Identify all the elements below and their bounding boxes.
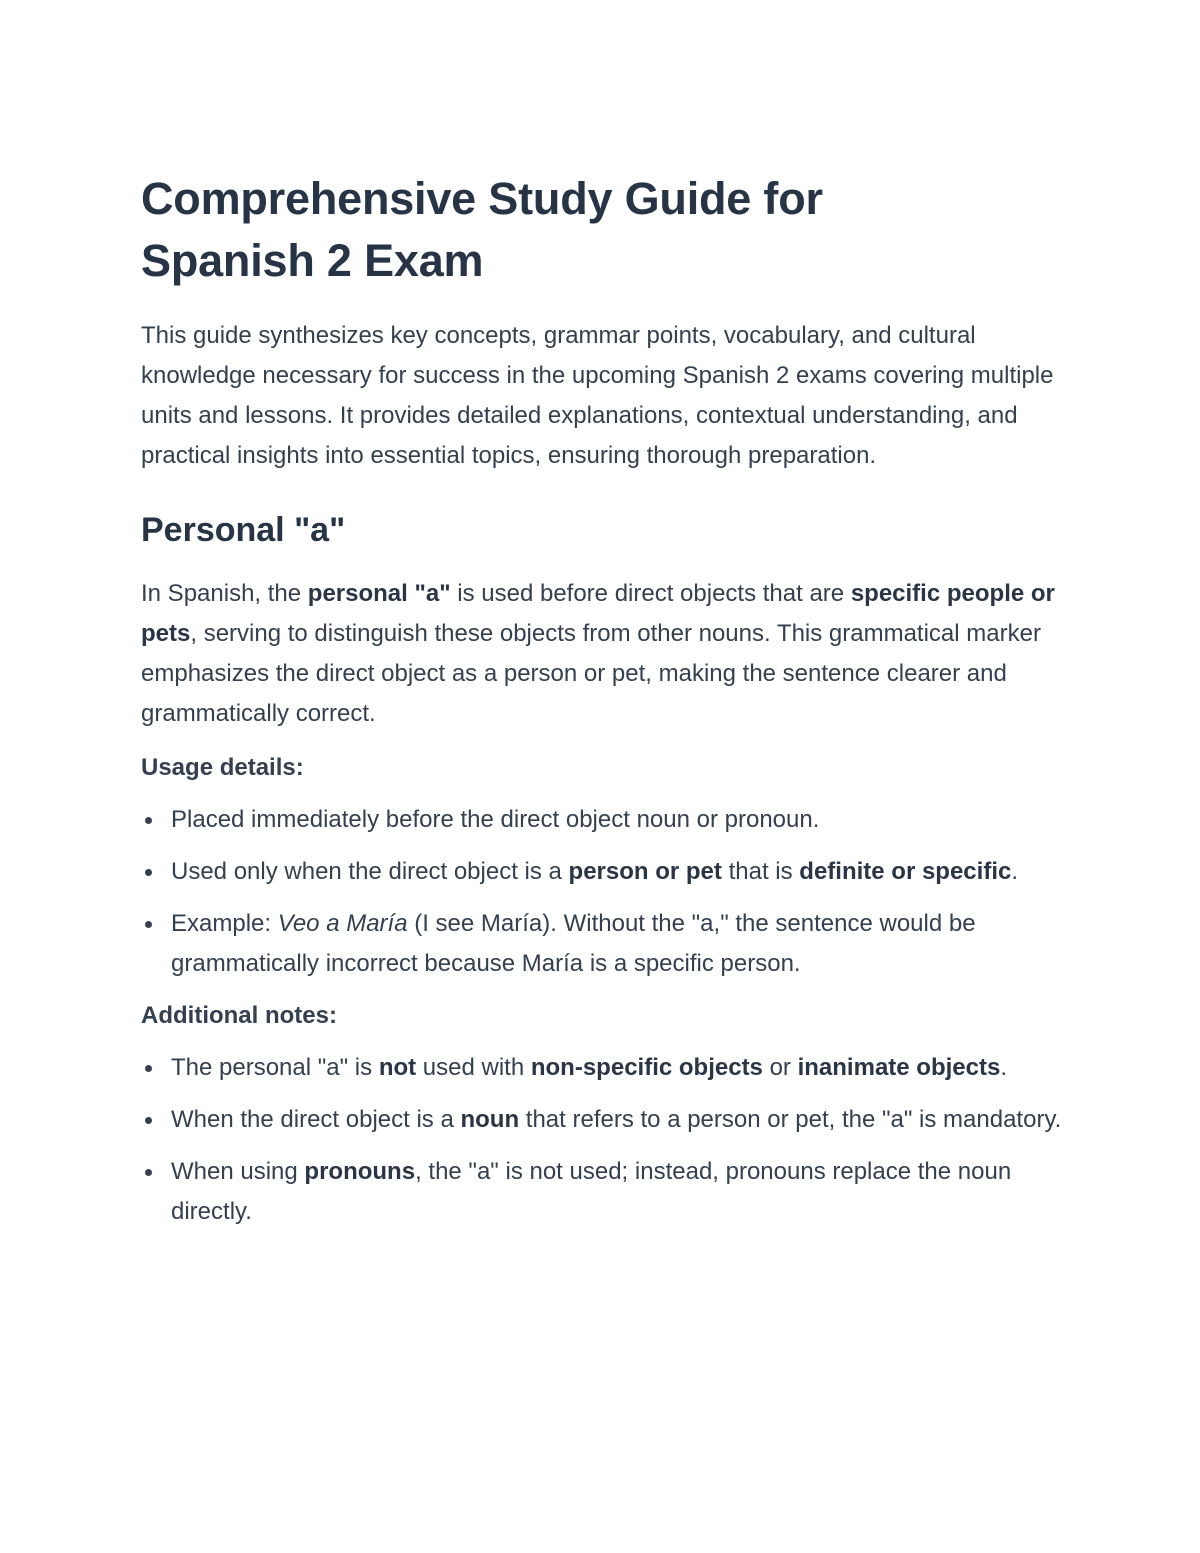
item-text: Example: xyxy=(171,910,278,937)
list-item xyxy=(141,1100,1071,1140)
additional-notes-list xyxy=(141,1048,1071,1232)
item-text: Placed immediately before the direct object noun or pronoun. xyxy=(171,806,820,833)
item-text: used with xyxy=(416,1054,531,1081)
bullet-icon xyxy=(145,1117,152,1124)
item-italic: Veo a María xyxy=(277,910,408,937)
page-title xyxy=(141,168,1071,292)
bullet-icon xyxy=(145,1065,152,1072)
item-text: that is xyxy=(721,858,800,885)
bullet-icon xyxy=(145,817,152,824)
item-text: , the "a" is not used; instead, pronouns replace the noun directly. xyxy=(171,1158,1012,1225)
item-text: When using xyxy=(171,1158,305,1185)
item-bold: pronouns xyxy=(304,1158,416,1185)
section-heading: Personal "a" xyxy=(141,511,346,549)
para-text-1: In Spanish, the xyxy=(141,580,308,607)
item-bold: person or pet xyxy=(568,858,722,885)
para-text-3: , serving to distinguish these objects from other nouns. This grammatical marker emphasizes the direct object as a person or pet, making the sentence clearer and grammatically correct. xyxy=(141,620,1041,727)
document-page xyxy=(141,168,1071,1244)
bullet-icon xyxy=(145,869,152,876)
title-line-1: Comprehensive Study Guide for xyxy=(141,173,823,224)
usage-details-list xyxy=(141,800,1071,984)
item-bold: noun xyxy=(460,1106,520,1133)
item-text: (I see María). Without the "a," the sentence would be grammatically incorrect because María is a specific person. xyxy=(171,910,976,977)
item-bold: not xyxy=(378,1054,417,1081)
item-bold: inanimate objects xyxy=(797,1054,1001,1081)
item-text: The personal "a" is xyxy=(171,1054,379,1081)
intro-paragraph: This guide synthesizes key concepts, grammar points, vocabulary, and cultural knowledge necessary for success in the upcoming Spanish 2 exams covering multiple units and lessons. It provides detailed explanations, contextual understanding, and practical insights into essential topics, ensuring thorough preparation. xyxy=(141,322,1054,469)
list-item xyxy=(141,1152,1071,1232)
item-bold: definite or specific xyxy=(799,858,1012,885)
item-text: . xyxy=(1000,1054,1007,1081)
item-text: When the direct object is a xyxy=(171,1106,461,1133)
title-line-2: Spanish 2 Exam xyxy=(141,235,484,286)
section-paragraph xyxy=(141,574,1071,734)
item-text: . xyxy=(1011,858,1019,885)
para-bold-2: specific people or pets xyxy=(141,580,1055,647)
para-text-2: is used before direct objects that are xyxy=(450,580,851,607)
bullet-icon xyxy=(145,921,152,928)
list-item xyxy=(141,904,1071,984)
item-text: or xyxy=(762,1054,798,1081)
usage-details-label: Usage details: xyxy=(141,754,304,781)
list-item xyxy=(141,852,1071,892)
item-text: that refers to a person or pet, the "a" is mandatory. xyxy=(519,1106,1062,1133)
item-bold: non-specific objects xyxy=(530,1054,763,1081)
list-item xyxy=(141,1048,1071,1088)
list-item xyxy=(141,800,1071,840)
item-text: Used only when the direct object is a xyxy=(171,858,569,885)
bullet-icon xyxy=(145,1169,152,1176)
additional-notes-label: Additional notes: xyxy=(141,1002,337,1029)
para-bold-1: personal "a" xyxy=(307,580,451,607)
